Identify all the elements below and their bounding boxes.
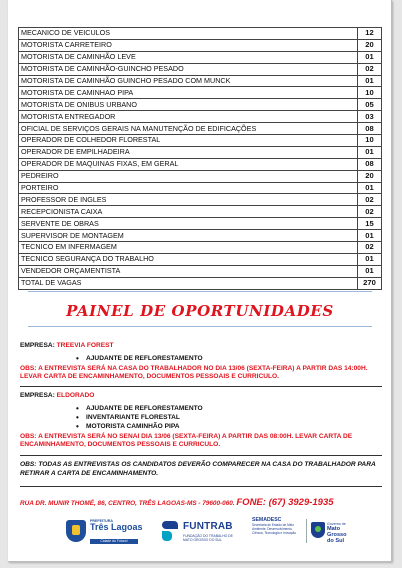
job-title-cell: OPERADOR DE EMPILHADEIRA — [19, 146, 358, 158]
vacancy-count-cell: 08 — [358, 123, 382, 135]
role-list — [76, 354, 382, 363]
vacancy-count-cell: 02 — [358, 63, 382, 75]
table-row — [19, 230, 382, 242]
job-title-cell: PORTEIRO — [19, 182, 358, 194]
company-block-treevia — [20, 342, 382, 382]
prefeitura-logo — [66, 517, 146, 545]
table-row — [19, 242, 382, 254]
vacancy-count-cell: 03 — [358, 111, 382, 123]
vacancy-count-cell: 02 — [358, 206, 382, 218]
city-name: Três Lagoas — [90, 522, 143, 532]
semadesc-subtitle: Secretaria de Estado de Meio Ambiente, Desenvolvimento, Ciência, Tecnologia e Inovação — [252, 523, 297, 535]
city-crest-icon — [66, 520, 86, 542]
address-text: RUA DR. MUNIR THOMÉ, 86, CENTRO, TRÊS LAGOAS-MS - 79600-060. — [20, 500, 235, 507]
table-row — [19, 182, 382, 194]
job-title-cell: MOTORISTA DE CAMINHAO PIPA — [19, 87, 358, 99]
company-heading — [20, 392, 382, 401]
document-page — [8, 0, 392, 562]
role-item: • AJUDANTE DE REFLORESTAMENTO — [76, 354, 382, 363]
vacancy-count-cell: 01 — [358, 182, 382, 194]
section-divider — [20, 386, 382, 387]
funtrab-name: FUNTRAB — [183, 521, 233, 532]
table-row — [19, 135, 382, 147]
vacancy-count-cell: 15 — [358, 218, 382, 230]
section-divider — [20, 486, 382, 487]
state-gov-label: Governo de — [327, 522, 346, 526]
vacancy-count-cell: 20 — [358, 170, 382, 182]
job-title-cell: OFICIAL DE SERVIÇOS GERAIS NA MANUTENÇÃO DE EDIFICAÇÕES — [19, 123, 358, 135]
table-row — [19, 265, 382, 277]
vacancy-count-cell: 20 — [358, 39, 382, 51]
table-row — [19, 218, 382, 230]
vacancy-count-cell: 02 — [358, 194, 382, 206]
table-row — [19, 170, 382, 182]
company-block-eldorado — [20, 392, 382, 450]
role-item: • INVENTARIANTE FLORESTAL — [76, 413, 382, 422]
table-row — [19, 253, 382, 265]
state-name: Mato Grosso do Sul — [327, 526, 347, 544]
company-label: EMPRESA: — [20, 342, 55, 349]
vacancy-count-cell: 10 — [358, 87, 382, 99]
table-row — [19, 111, 382, 123]
general-note: OBS: TODAS AS ENTREVISTAS OS CANDIDATOS DEVERÃO COMPARECER NA CASA DO TRABALHADOR PARA RETIRAR A CARTA DE ENCAMINHAMENTO. — [20, 461, 376, 477]
job-title-cell: SERVENTE DE OBRAS — [19, 218, 358, 230]
company-name: ELDORADO — [56, 392, 95, 399]
job-title-cell: MOTORISTA DE CAMINHÃO GUINCHO PESADO COM MUNCK — [19, 75, 358, 87]
total-qty: 270 — [358, 277, 382, 289]
vacancy-count-cell: 08 — [358, 158, 382, 170]
city-slogan: Cidade do Futuro! — [90, 539, 138, 544]
job-title-cell: MOTORISTA DE ONIBUS URBANO — [19, 99, 358, 111]
vacancy-count-cell: 01 — [358, 265, 382, 277]
job-title-cell: OPERADOR DE MAQUINAS FIXAS, EM GERAL — [19, 158, 358, 170]
table-row — [19, 158, 382, 170]
table-row — [19, 63, 382, 75]
vacancy-count-cell: 01 — [358, 253, 382, 265]
job-title-cell: MOTORISTA ENTREGADOR — [19, 111, 358, 123]
prefeitura-label: PREFEITURA — [90, 519, 113, 523]
table-row — [19, 75, 382, 87]
job-title-cell: MOTORISTA DE CAMINHÃO-GUINCHO PESADO — [19, 63, 358, 75]
footer-address — [20, 497, 392, 508]
job-title-cell: RECEPCIONISTA CAIXA — [19, 206, 358, 218]
job-title-cell: PEDREIRO — [19, 170, 358, 182]
job-title-cell: VENDEDOR ORÇAMENTISTA — [19, 265, 358, 277]
panel-title: PAINEL DE OPORTUNIDADES — [66, 302, 334, 320]
company-heading — [20, 342, 382, 351]
semadesc-name: SEMADESC — [252, 517, 282, 523]
table-row — [19, 99, 382, 111]
vacancy-count-cell: 01 — [358, 230, 382, 242]
table-row — [19, 194, 382, 206]
funtrab-subtitle: FUNDAÇÃO DO TRABALHO DE MATO GROSSO DO SUL — [183, 534, 233, 542]
vacancy-count-cell: 02 — [358, 242, 382, 254]
table-row — [19, 87, 382, 99]
state-emblem-icon — [311, 522, 325, 538]
title-bottom-rule — [28, 326, 372, 327]
company-label: EMPRESA: — [20, 392, 55, 399]
job-title-cell: MOTORISTA CARRETEIRO — [19, 39, 358, 51]
table-row — [19, 39, 382, 51]
job-title-cell: MOTORISTA DE CAMINHÃO LEVE — [19, 51, 358, 63]
semadesc-logo — [252, 517, 352, 545]
job-title-cell: TECNICO SEGURANÇA DO TRABALHO — [19, 253, 358, 265]
job-title-cell: MECANICO DE VEICULOS — [19, 28, 358, 40]
job-title-cell: OPERADOR DE COLHEDOR FLORESTAL — [19, 135, 358, 147]
job-title-cell: SUPERVISOR DE MONTAGEM — [19, 230, 358, 242]
role-item: • MOTORISTA CAMINHÃO PIPA — [76, 422, 382, 431]
funtrab-logo — [160, 517, 244, 545]
phone-text: FONE: (67) 3929-1935 — [236, 497, 334, 508]
role-item: • AJUDANTE DE REFLORESTAMENTO — [76, 404, 382, 413]
funtrab-mark-icon — [160, 519, 180, 543]
vacancy-count-cell: 10 — [358, 135, 382, 147]
interview-note: OBS: A ENTREVISTA SERÁ NA CASA DO TRABALHADOR NO DIA 13/06 (SEXTA-FEIRA) A PARTIR DAS 14:00H. LEVAR CARTA DE ENCAMINHAMENTO, DOCUMENTOS PESSOAIS E CURRICULO. — [20, 364, 368, 381]
vacancy-count-cell: 12 — [358, 28, 382, 40]
table-row — [19, 146, 382, 158]
role-list — [76, 404, 382, 431]
interview-note: OBS: A ENTREVISTA SERÁ NO SENAI DIA 13/06 (SEXTA-FEIRA) A PARTIR DAS 08:00H. LEVAR CARTA DE ENCAMINHAMENTO, DOCUMENTOS PESSOAIS E CURRICULO. — [20, 432, 353, 449]
vacancy-count-cell: 01 — [358, 146, 382, 158]
total-label: TOTAL DE VAGAS — [19, 277, 358, 289]
table-row — [19, 51, 382, 63]
section-divider — [20, 455, 382, 456]
job-vacancies-table — [18, 27, 382, 290]
job-title-cell: PROFESSOR DE INGLES — [19, 194, 358, 206]
table-row — [19, 28, 382, 40]
job-title-cell: TECNICO EM INFERMAGEM — [19, 242, 358, 254]
total-row — [19, 277, 382, 289]
table-row — [19, 206, 382, 218]
state-government-badge — [306, 519, 352, 543]
vacancy-count-cell: 05 — [358, 99, 382, 111]
company-name: TREEVIA FOREST — [56, 342, 114, 349]
table-row — [19, 123, 382, 135]
vacancy-count-cell: 01 — [358, 51, 382, 63]
title-top-rule — [28, 291, 372, 292]
vacancy-count-cell: 01 — [358, 75, 382, 87]
